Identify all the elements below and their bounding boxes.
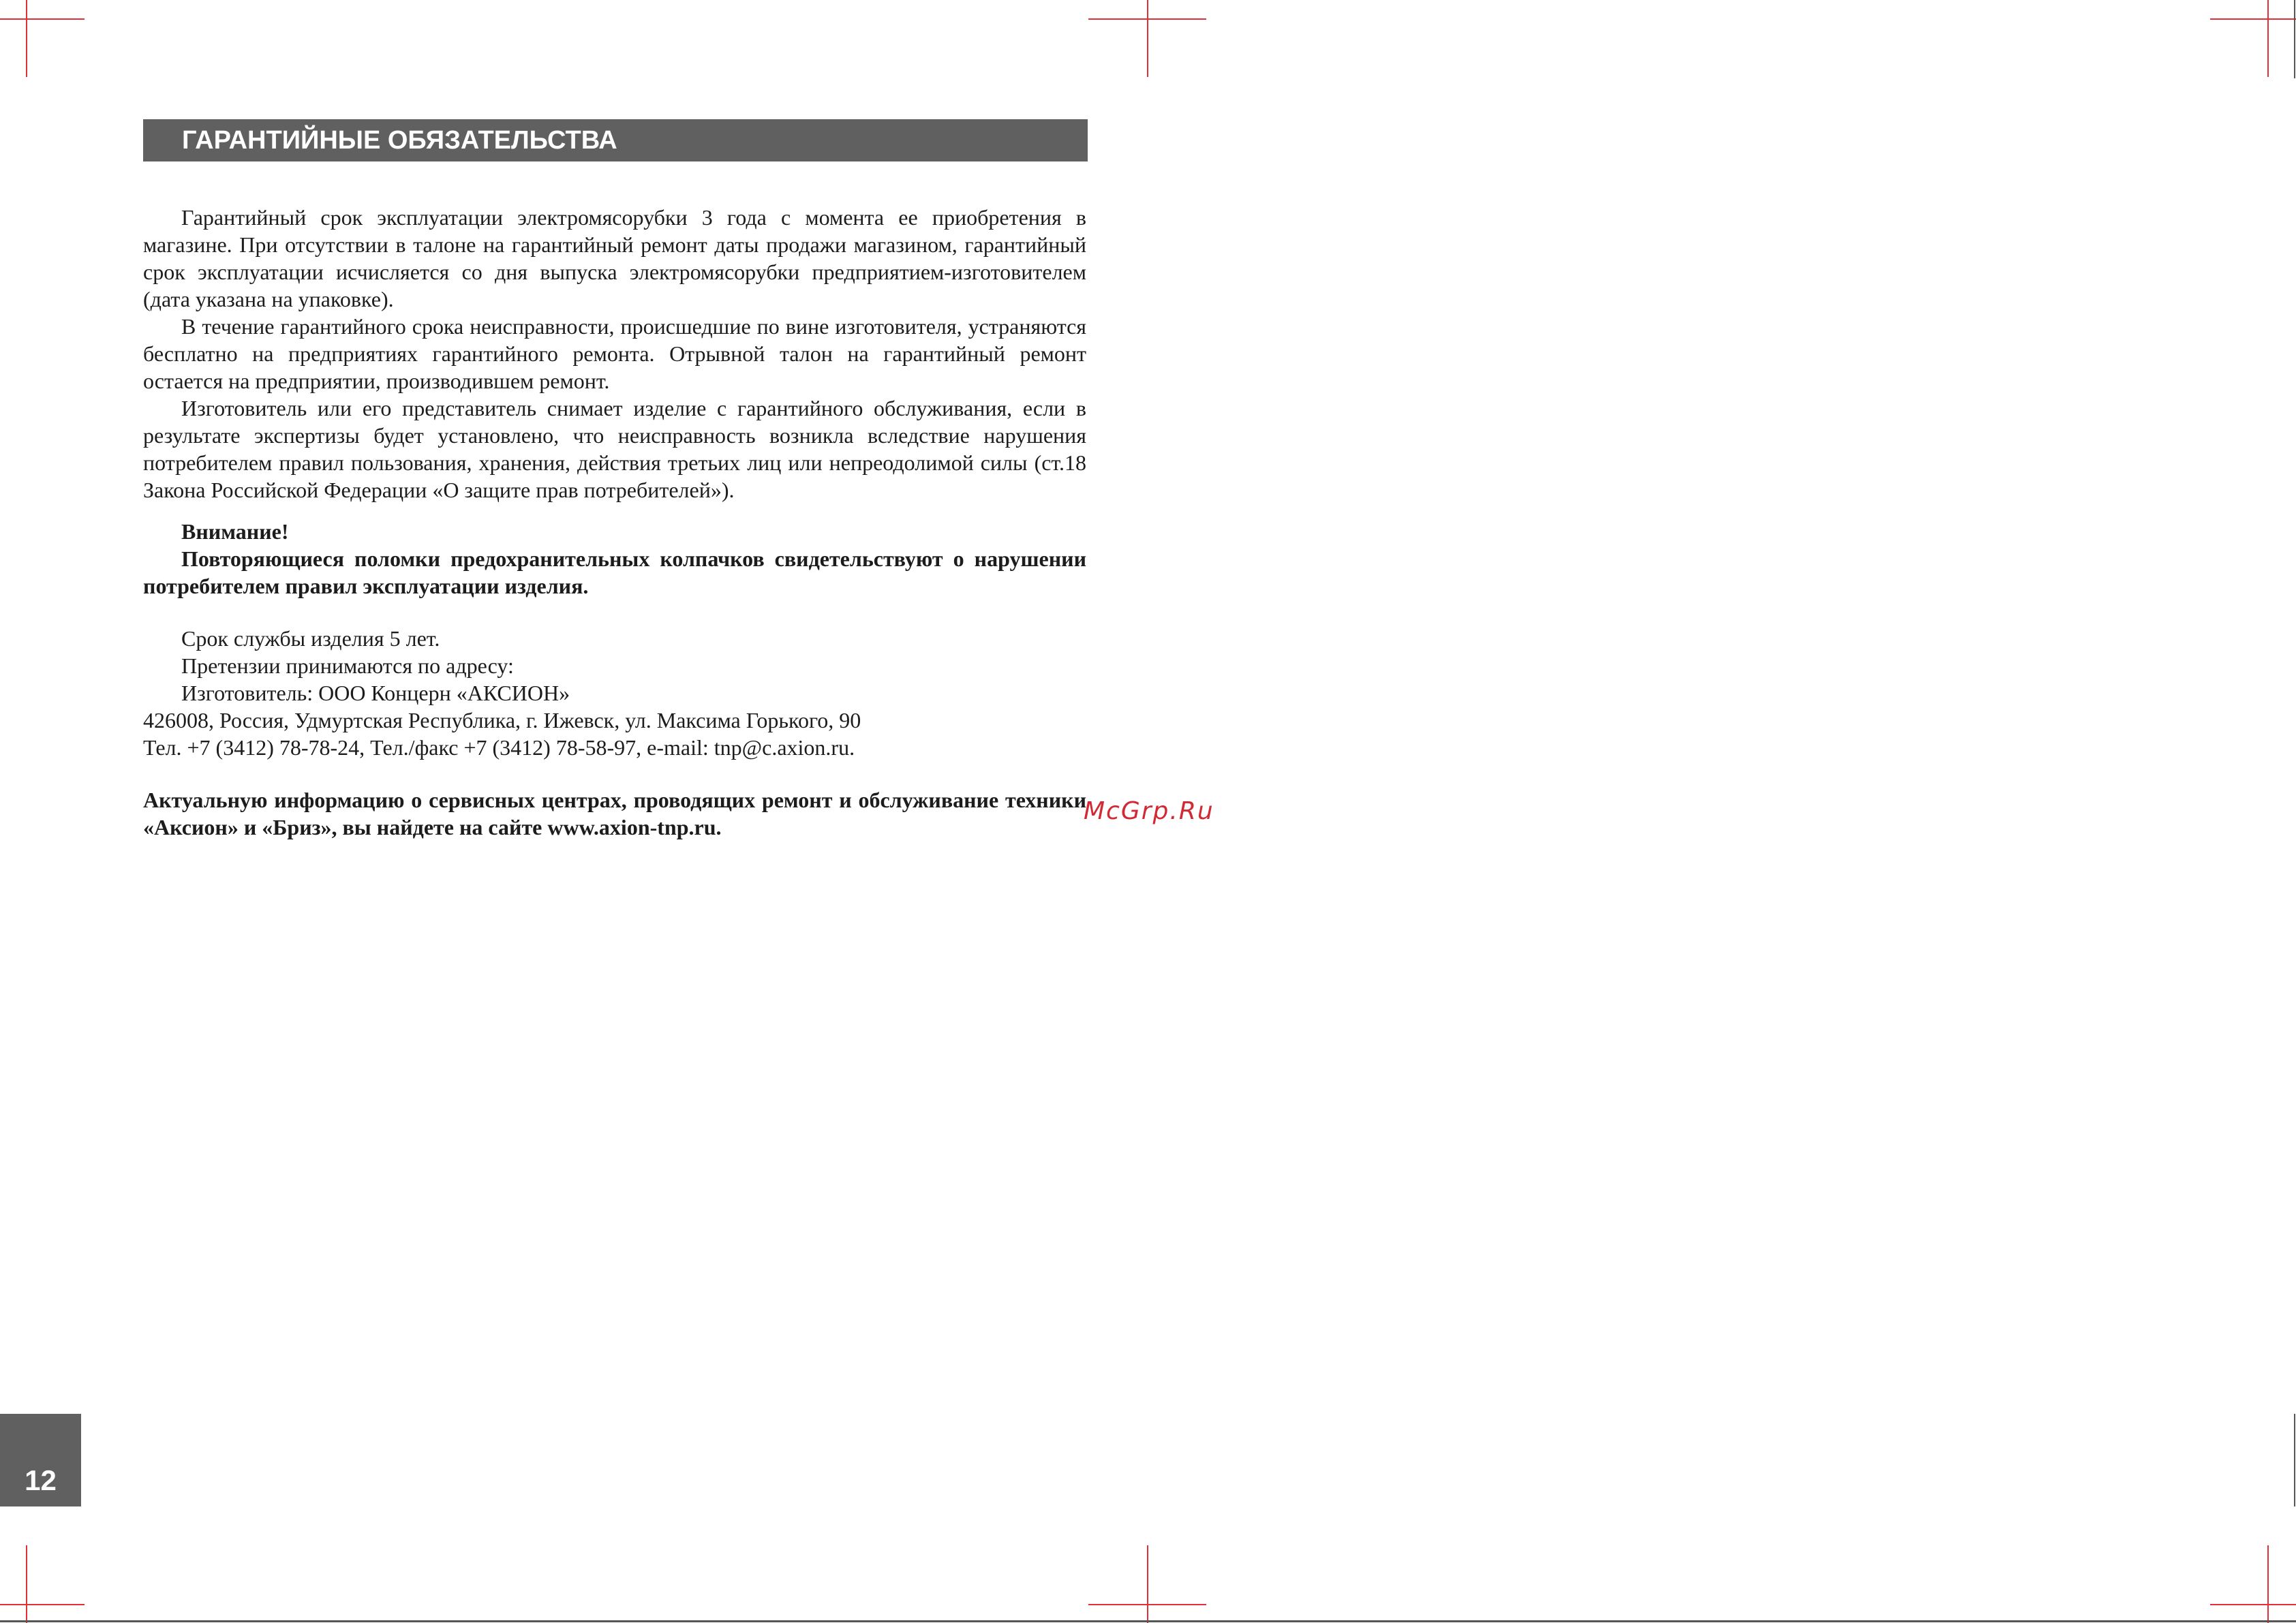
manufacturer-contacts: Тел. +7 (3412) 78-78-24, Тел./факс +7 (3412) 78-58-97, e-mail: tnp@c.axion.ru. [143,735,855,760]
page-number: 12 [25,1464,57,1496]
service-life: Срок службы изделия 5 лет. [181,626,440,651]
crop-mark [2267,1545,2269,1623]
attention-text: Повторяющиеся поломки предохранительных колпачков свидетельствуют о нарушении потребителем правил эксплуатации изделия. [143,546,1086,598]
crop-mark [0,1604,85,1605]
crop-mark [1088,1604,1206,1605]
bottom-border [0,1620,2296,1622]
crop-mark [2267,0,2269,77]
section-header [143,119,1088,161]
crop-mark [26,0,27,77]
manufacturer: Изготовитель: ООО Концерн «АКСИОН» [181,681,570,705]
crop-mark [26,1545,27,1623]
crop-mark [0,18,85,20]
crop-mark [1147,1545,1148,1623]
manufacturer-address: 426008, Россия, Удмуртская Республика, г. Ижевск, ул. Максима Горького, 90 [143,708,861,732]
warranty-text [143,204,1086,841]
claims-address-label: Претензии принимаются по адресу: [181,653,514,678]
section-title: ГАРАНТИЙНЫЕ ОБЯЗАТЕЛЬСТВА [182,126,617,155]
crop-mark [2210,1604,2296,1605]
paragraph-warranty-repair: В течение гарантийного срока неисправности, происшедшие по вине изготовителя, устраняются бесплатно на предприятиях гарантийного ремонта. Отрывной талон на гарантийный ремонт остается на предприятии, производившем ремонт. [143,314,1086,393]
service-centers-info: Актуальную информацию о сервисных центрах, проводящих ремонт и обслуживание техники «Аксион» и «Бриз», вы найдете на сайте www.axion-tnp.ru. [143,788,1086,839]
page-edge [2294,0,2295,78]
crop-mark [1147,0,1148,77]
crop-mark [1088,18,1206,20]
paragraph-warranty-exclusion: Изготовитель или его представитель снимает изделие с гарантийного обслуживания, если в результате экспертизы будет установлено, что неисправность возникла вследствие нарушения потребителем правил пользования, хранения, действия третьих лиц или непреодолимой силы (ст.18 Закона Российской Федерации «О защите прав потребителей»). [143,396,1086,502]
crop-mark [2210,18,2296,20]
watermark: McGrp.Ru [1084,797,1214,825]
paragraph-warranty-term: Гарантийный срок эксплуатации электромясорубки 3 года с момента ее приобретения в магазине. При отсутствии в талоне на гарантийный ремонт даты продажи магазином, гарантийный срок эксплуатации исчисляется со дня выпуска электромясорубки предприятием-изготовителем (дата указана на упаковке). [143,205,1086,311]
attention-heading: Внимание! [181,519,289,544]
page-number-tab [0,1414,81,1506]
page-edge [2294,1414,2295,1506]
